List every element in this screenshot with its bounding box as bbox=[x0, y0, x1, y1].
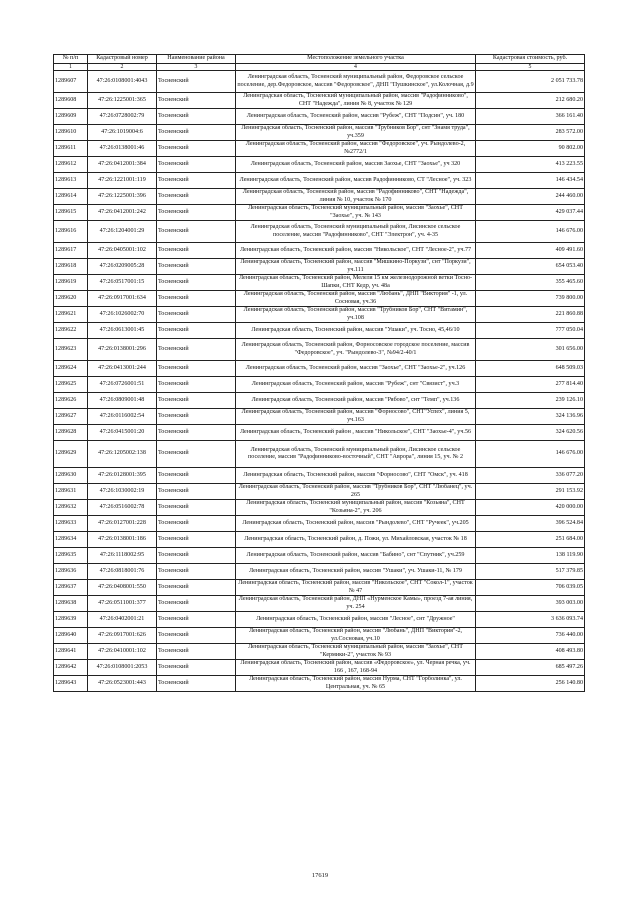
district-cell: Тосненский bbox=[157, 612, 236, 628]
cadastral-number-cell: 47:26:0917001:634 bbox=[88, 291, 157, 307]
cadastral-number-cell: 47:26:0728002:79 bbox=[88, 109, 157, 125]
cadastral-number-cell: 47:26:0116002:54 bbox=[88, 409, 157, 425]
row-number-cell: 1289641 bbox=[54, 644, 88, 660]
row-number-cell: 1289627 bbox=[54, 409, 88, 425]
table-row bbox=[54, 71, 585, 93]
cadastral-number-cell: 47:26:0108001:2053 bbox=[88, 660, 157, 676]
row-number-cell: 1289619 bbox=[54, 275, 88, 291]
cadastral-value-cell: 277 814.40 bbox=[476, 377, 585, 393]
cadastral-value-cell: 244 460.00 bbox=[476, 189, 585, 205]
district-cell: Тосненский bbox=[157, 323, 236, 339]
district-cell: Тосненский bbox=[157, 564, 236, 580]
table-row bbox=[54, 307, 585, 323]
district-cell: Тосненский bbox=[157, 628, 236, 644]
cadastral-number-cell: 47:26:0412001:384 bbox=[88, 157, 157, 173]
header-cell-number: № п/п bbox=[54, 55, 88, 64]
cadastral-value-cell: 146 676.00 bbox=[476, 441, 585, 468]
location-cell: Ленинградская область, Тосненский район, массив "Форносово", СНТ "Омск", уч. 418 bbox=[236, 468, 476, 484]
cadastral-number-cell: 47:26:0412001:242 bbox=[88, 205, 157, 221]
cadastral-number-cell: 47:26:0809001:48 bbox=[88, 393, 157, 409]
location-cell: Ленинградская область, Тосненский район, массив "Любань", ДНП "Виктория"-2, ул.Сосновая, уч.10 bbox=[236, 628, 476, 644]
location-cell: Ленинградская область, Тосненский район, массив Нурма, СНТ "Горболинка", ул. Центральная, уч. № 65 bbox=[236, 676, 476, 692]
cadastral-value-cell: 3 636 093.74 bbox=[476, 612, 585, 628]
row-number-cell: 1289637 bbox=[54, 580, 88, 596]
cadastral-value-cell: 336 077.20 bbox=[476, 468, 585, 484]
column-number: 3 bbox=[157, 64, 236, 71]
cadastral-value-cell: 429 037.44 bbox=[476, 205, 585, 221]
row-number-cell: 1289617 bbox=[54, 243, 88, 259]
location-cell: Ленинградская область, Тосненский район, массив «Федоровское», ул. Черная речка, уч. 166 , 167, 168-94 bbox=[236, 660, 476, 676]
district-cell: Тосненский bbox=[157, 93, 236, 109]
cadastral-value-cell: 283 572.00 bbox=[476, 125, 585, 141]
row-number-cell: 1289638 bbox=[54, 596, 88, 612]
table-row bbox=[54, 93, 585, 109]
cadastral-value-cell: 291 153.92 bbox=[476, 484, 585, 500]
table-row bbox=[54, 189, 585, 205]
column-number-row bbox=[54, 64, 585, 71]
row-number-cell: 1289636 bbox=[54, 564, 88, 580]
location-cell: Ленинградская область, Тосненский муниципальный район, Лисинское сельское поселение, массив "Радофинниково-восточный", СНТ "Аврора", линия 15, уч. № 2 bbox=[236, 441, 476, 468]
cadastral-number-cell: 47:26:0128001:395 bbox=[88, 468, 157, 484]
table-row bbox=[54, 564, 585, 580]
location-cell: Ленинградская область, Тосненский район, массив "Трубников Бор", СНТ "Любанец", уч. 265 bbox=[236, 484, 476, 500]
location-cell: Ленинградская область, Тосненский район, массив "Рындолево", СНТ "Ручеек", уч.205 bbox=[236, 516, 476, 532]
row-number-cell: 1289614 bbox=[54, 189, 88, 205]
district-cell: Тосненский bbox=[157, 532, 236, 548]
table-row bbox=[54, 596, 585, 612]
district-cell: Тосненский bbox=[157, 409, 236, 425]
district-cell: Тосненский bbox=[157, 516, 236, 532]
location-cell: Ленинградская область, Тосненский район, массив "Рябово", снт "Темп", уч.136 bbox=[236, 393, 476, 409]
location-cell: Ленинградская область, Тосненский район, массив "Радофинниково", СНТ "Надежда", линия № 10, участок № 170 bbox=[236, 189, 476, 205]
row-number-cell: 1289629 bbox=[54, 441, 88, 468]
cadastral-number-cell: 47:26:1030002:19 bbox=[88, 484, 157, 500]
row-number-cell: 1289643 bbox=[54, 676, 88, 692]
cadastral-number-cell: 47:26:1225001:365 bbox=[88, 93, 157, 109]
table-row bbox=[54, 243, 585, 259]
column-number: 4 bbox=[236, 64, 476, 71]
row-number-cell: 1289611 bbox=[54, 141, 88, 157]
row-number-cell: 1289639 bbox=[54, 612, 88, 628]
location-cell: Ленинградская область, Тосненский муниципальный район, массив "Заохье", СНТ "Заохье", уч. № 143 bbox=[236, 205, 476, 221]
cadastral-number-cell: 47:26:0138001:46 bbox=[88, 141, 157, 157]
district-cell: Тосненский bbox=[157, 125, 236, 141]
location-cell: Ленинградская область, Тосненский район, Мелеля 15 км железнодорожной ветки Тосно-Шапки, СНТ Кедр, уч. 48а bbox=[236, 275, 476, 291]
location-cell: Ленинградская область, Тосненский район, массив "Заохье", СНТ "Заохье-2", уч.126 bbox=[236, 361, 476, 377]
cadastral-number-cell: 47:26:0523001:443 bbox=[88, 676, 157, 692]
district-cell: Тосненский bbox=[157, 441, 236, 468]
page-number: 17619 bbox=[311, 872, 329, 879]
row-number-cell: 1289640 bbox=[54, 628, 88, 644]
cadastral-value-cell: 90 802.00 bbox=[476, 141, 585, 157]
location-cell: Ленинградская область, Тосненский район, массив "Лесное", снт "Дружное" bbox=[236, 612, 476, 628]
row-number-cell: 1289609 bbox=[54, 109, 88, 125]
table-row bbox=[54, 205, 585, 221]
table-row bbox=[54, 500, 585, 516]
cadastral-value-cell: 420 000.00 bbox=[476, 500, 585, 516]
district-cell: Тосненский bbox=[157, 157, 236, 173]
district-cell: Тосненский bbox=[157, 468, 236, 484]
district-cell: Тосненский bbox=[157, 173, 236, 189]
cadastral-number-cell: 47:26:0613001:45 bbox=[88, 323, 157, 339]
cadastral-value-cell: 366 161.40 bbox=[476, 109, 585, 125]
cadastral-value-cell: 739 800.00 bbox=[476, 291, 585, 307]
column-number: 5 bbox=[476, 64, 585, 71]
table-row bbox=[54, 157, 585, 173]
table-row bbox=[54, 259, 585, 275]
cadastral-value-cell: 239 126.10 bbox=[476, 393, 585, 409]
row-number-cell: 1289613 bbox=[54, 173, 88, 189]
row-number-cell: 1289642 bbox=[54, 660, 88, 676]
table-row bbox=[54, 109, 585, 125]
table-row bbox=[54, 409, 585, 425]
table-row bbox=[54, 377, 585, 393]
table-body bbox=[54, 71, 585, 692]
row-number-cell: 1289630 bbox=[54, 468, 88, 484]
district-cell: Тосненский bbox=[157, 221, 236, 243]
table-row bbox=[54, 393, 585, 409]
cadastral-value-cell: 685 497.26 bbox=[476, 660, 585, 676]
district-cell: Тосненский bbox=[157, 243, 236, 259]
location-cell: Ленинградская область, Тосненский район, массив "Рубеж", СНТ "Подсин", уч. 180 bbox=[236, 109, 476, 125]
cadastral-number-cell: 47:26:0410001:102 bbox=[88, 644, 157, 660]
location-cell: Ленинградская область, Тосненский район, ДНП «Нурменское Камы», проезд 7-ая линия, уч. 254 bbox=[236, 596, 476, 612]
location-cell: Ленинградская область, Тосненский муниципальный район, массив "Козьяна", СНТ "Козьяна-2", уч. 206 bbox=[236, 500, 476, 516]
table-row bbox=[54, 323, 585, 339]
location-cell: Ленинградская область, Тосненский район, массив "Федоровское", уч. Рындолево-2, №2772/1 bbox=[236, 141, 476, 157]
cadastral-number-cell: 47:26:0405001:102 bbox=[88, 243, 157, 259]
district-cell: Тосненский bbox=[157, 660, 236, 676]
cadastral-number-cell: 47:26:0402001:21 bbox=[88, 612, 157, 628]
cadastral-value-cell: 706 039.05 bbox=[476, 580, 585, 596]
district-cell: Тосненский bbox=[157, 377, 236, 393]
location-cell: Ленинградская область, Тосненский муниципальный район, Федоровское сельское поселение, дер.Федоровское, массив "Федоровское", ДНП "Пушкинское", ул.Колочная, д.9 bbox=[236, 71, 476, 93]
row-number-cell: 1289635 bbox=[54, 548, 88, 564]
table-row bbox=[54, 275, 585, 291]
table-row bbox=[54, 548, 585, 564]
table-row bbox=[54, 516, 585, 532]
cadastral-value-cell: 251 684.00 bbox=[476, 532, 585, 548]
table-row bbox=[54, 425, 585, 441]
row-number-cell: 1289633 bbox=[54, 516, 88, 532]
location-cell: Ленинградская область, Тосненский район, массив "Никольское", СНТ "Лесное-2", уч.77 bbox=[236, 243, 476, 259]
row-number-cell: 1289622 bbox=[54, 323, 88, 339]
cadastral-value-cell: 648 509.03 bbox=[476, 361, 585, 377]
cadastral-number-cell: 47:26:0127001:228 bbox=[88, 516, 157, 532]
cadastral-value-cell: 654 053.40 bbox=[476, 259, 585, 275]
district-cell: Тосненский bbox=[157, 275, 236, 291]
table-row bbox=[54, 484, 585, 500]
cadastral-value-cell: 324 620.56 bbox=[476, 425, 585, 441]
district-cell: Тосненский bbox=[157, 580, 236, 596]
cadastral-number-cell: 47:26:0415001:20 bbox=[88, 425, 157, 441]
row-number-cell: 1289631 bbox=[54, 484, 88, 500]
location-cell: Ленинградская область, Тосненский район, массив "Никольское", СНТ "Сокол-1", участок № 47 bbox=[236, 580, 476, 596]
row-number-cell: 1289610 bbox=[54, 125, 88, 141]
cadastral-number-cell: 47:26:0209005:28 bbox=[88, 259, 157, 275]
row-number-cell: 1289607 bbox=[54, 71, 88, 93]
cadastral-value-cell: 409 491.60 bbox=[476, 243, 585, 259]
row-number-cell: 1289615 bbox=[54, 205, 88, 221]
cadastral-value-cell: 324 136.96 bbox=[476, 409, 585, 425]
document-page bbox=[53, 54, 584, 692]
location-cell: Ленинградская область, Тосненский район, массив "Ушаки", уч. Тосно, 45,46/10 bbox=[236, 323, 476, 339]
cadastral-number-cell: 47:26:0917001:626 bbox=[88, 628, 157, 644]
table-row bbox=[54, 468, 585, 484]
row-number-cell: 1289624 bbox=[54, 361, 88, 377]
cadastral-value-cell: 517 379.85 bbox=[476, 564, 585, 580]
location-cell: Ленинградская область, Тосненский район, массив "Любань", ДНП "Виктория" -1, ул. Сосновая, уч.36 bbox=[236, 291, 476, 307]
cadastral-number-cell: 47:26:1118002:95 bbox=[88, 548, 157, 564]
cadastral-value-cell: 221 860.88 bbox=[476, 307, 585, 323]
district-cell: Тосненский bbox=[157, 676, 236, 692]
location-cell: Ленинградская область, Тосненский район , массив "Никольское", СНТ "Заохье-4", уч.56 bbox=[236, 425, 476, 441]
cadastral-value-cell: 301 656.00 bbox=[476, 339, 585, 361]
location-cell: Ленинградская область, Тосненский район, массив "Рубеж", снт "Связист", уч.3 bbox=[236, 377, 476, 393]
table-row bbox=[54, 441, 585, 468]
cadastral-number-cell: 47:26:1225001:396 bbox=[88, 189, 157, 205]
district-cell: Тосненский bbox=[157, 484, 236, 500]
cadastral-value-cell: 256 140.80 bbox=[476, 676, 585, 692]
location-cell: Ленинградская область, Тосненский муниципальный район, Лисинское сельское поселение, массив "Радофинниково", СНТ "Электрон", уч. 4-35 bbox=[236, 221, 476, 243]
row-number-cell: 1289608 bbox=[54, 93, 88, 109]
district-cell: Тосненский bbox=[157, 361, 236, 377]
cadastral-value-cell: 396 524.84 bbox=[476, 516, 585, 532]
cadastral-number-cell: 47:26:0517001:15 bbox=[88, 275, 157, 291]
row-number-cell: 1289618 bbox=[54, 259, 88, 275]
table-header-row bbox=[54, 55, 585, 64]
row-number-cell: 1289626 bbox=[54, 393, 88, 409]
location-cell: Ленинградская область, Тосненский район, массив Радофинниково, СТ "Лесное", уч. 323 bbox=[236, 173, 476, 189]
table-row bbox=[54, 361, 585, 377]
location-cell: Ленинградская область, Тосненский район, массив "Ушаки", уч. Ушаки-11, № 179 bbox=[236, 564, 476, 580]
cadastral-number-cell: 47:26:0413001:244 bbox=[88, 361, 157, 377]
cadastral-value-cell: 212 680.20 bbox=[476, 93, 585, 109]
cadastral-number-cell: 47:26:0408001:550 bbox=[88, 580, 157, 596]
cadastral-number-cell: 47:26:0511001:377 bbox=[88, 596, 157, 612]
table-row bbox=[54, 141, 585, 157]
row-number-cell: 1289623 bbox=[54, 339, 88, 361]
table-row bbox=[54, 676, 585, 692]
cadastral-number-cell: 47:26:1019004:6 bbox=[88, 125, 157, 141]
location-cell: Ленинградская область, Тосненский район, д. Пожи, ул. Михайловская, участок № 18 bbox=[236, 532, 476, 548]
cadastral-number-cell: 47:26:0818001:76 bbox=[88, 564, 157, 580]
cadastral-value-cell: 138 119.90 bbox=[476, 548, 585, 564]
cadastral-number-cell: 47:26:1205002:138 bbox=[88, 441, 157, 468]
row-number-cell: 1289634 bbox=[54, 532, 88, 548]
table-row bbox=[54, 125, 585, 141]
row-number-cell: 1289628 bbox=[54, 425, 88, 441]
row-number-cell: 1289616 bbox=[54, 221, 88, 243]
district-cell: Тосненский bbox=[157, 644, 236, 660]
header-cell-cadastral: Кадастровый номер bbox=[88, 55, 157, 64]
cadastral-value-cell: 146 434.54 bbox=[476, 173, 585, 189]
table-row bbox=[54, 628, 585, 644]
district-cell: Тосненский bbox=[157, 71, 236, 93]
district-cell: Тосненский bbox=[157, 307, 236, 323]
cadastral-value-cell: 393 003.00 bbox=[476, 596, 585, 612]
table-row bbox=[54, 339, 585, 361]
table-row bbox=[54, 644, 585, 660]
district-cell: Тосненский bbox=[157, 425, 236, 441]
table-row bbox=[54, 612, 585, 628]
location-cell: Ленинградская область, Тосненский район, массив "Трубников Бор", СНТ "Витамин", уч.108 bbox=[236, 307, 476, 323]
location-cell: Ленинградская область, Тосненский район, массив "Бабино", снт "Спутник", уч.259 bbox=[236, 548, 476, 564]
cadastral-number-cell: 47:26:0138001:186 bbox=[88, 532, 157, 548]
district-cell: Тосненский bbox=[157, 339, 236, 361]
cadastral-number-cell: 47:26:0516002:78 bbox=[88, 500, 157, 516]
district-cell: Тосненский bbox=[157, 205, 236, 221]
district-cell: Тосненский bbox=[157, 500, 236, 516]
column-number: 1 bbox=[54, 64, 88, 71]
district-cell: Тосненский bbox=[157, 548, 236, 564]
column-number: 2 bbox=[88, 64, 157, 71]
header-cell-value: Кадастровая стоимость, руб. bbox=[476, 55, 585, 64]
district-cell: Тосненский bbox=[157, 393, 236, 409]
cadastral-value-cell: 146 676.00 bbox=[476, 221, 585, 243]
location-cell: Ленинградская область, Тосненский район, массив "Форносово", СНТ"Успех", линия 5, уч.163 bbox=[236, 409, 476, 425]
row-number-cell: 1289632 bbox=[54, 500, 88, 516]
location-cell: Ленинградская область, Тосненский муниципальный район, массив "Радофинниково", СНТ "Надежда", линия № 8, участок № 129 bbox=[236, 93, 476, 109]
cadastral-value-cell: 355 465.60 bbox=[476, 275, 585, 291]
row-number-cell: 1289625 bbox=[54, 377, 88, 393]
table-row bbox=[54, 291, 585, 307]
district-cell: Тосненский bbox=[157, 259, 236, 275]
district-cell: Тосненский bbox=[157, 109, 236, 125]
district-cell: Тосненский bbox=[157, 189, 236, 205]
district-cell: Тосненский bbox=[157, 291, 236, 307]
cadastral-number-cell: 47:26:0108001:4043 bbox=[88, 71, 157, 93]
row-number-cell: 1289620 bbox=[54, 291, 88, 307]
location-cell: Ленинградская область, Тосненский район, массив "Мишкино-Поркузи", снт "Поркузи", уч.111 bbox=[236, 259, 476, 275]
location-cell: Ленинградская область, Тосненский муниципальный район, массив "Заохье", СНТ "Кермики-2", участок № 93 bbox=[236, 644, 476, 660]
table-row bbox=[54, 532, 585, 548]
header-cell-location: Местоположение земельного участка bbox=[236, 55, 476, 64]
cadastral-number-cell: 47:26:0138001:296 bbox=[88, 339, 157, 361]
cadastral-table bbox=[53, 54, 585, 692]
cadastral-value-cell: 2 051 733.78 bbox=[476, 71, 585, 93]
cadastral-value-cell: 777 050.04 bbox=[476, 323, 585, 339]
row-number-cell: 1289621 bbox=[54, 307, 88, 323]
table-row bbox=[54, 580, 585, 596]
table-row bbox=[54, 221, 585, 243]
row-number-cell: 1289612 bbox=[54, 157, 88, 173]
header-cell-district: Наименование района bbox=[157, 55, 236, 64]
cadastral-value-cell: 408 493.80 bbox=[476, 644, 585, 660]
cadastral-number-cell: 47:26:1026002:70 bbox=[88, 307, 157, 323]
table-row bbox=[54, 660, 585, 676]
cadastral-number-cell: 47:26:1204001:29 bbox=[88, 221, 157, 243]
cadastral-value-cell: 413 223.55 bbox=[476, 157, 585, 173]
district-cell: Тосненский bbox=[157, 141, 236, 157]
table-row bbox=[54, 173, 585, 189]
location-cell: Ленинградская область, Тосненский район, Форносовское городское поселение, массив "Федоровское", уч. "Рындолево-3", №94/2-40/1 bbox=[236, 339, 476, 361]
location-cell: Ленинградская область, Тосненский район, массив Заохье, СНТ "Заохье", уч 320 bbox=[236, 157, 476, 173]
cadastral-number-cell: 47:26:0726001:51 bbox=[88, 377, 157, 393]
district-cell: Тосненский bbox=[157, 596, 236, 612]
location-cell: Ленинградская область, Тосненский район, массив "Трубников Бор", снт "Знамя труда", уч.359 bbox=[236, 125, 476, 141]
cadastral-value-cell: 736 440.00 bbox=[476, 628, 585, 644]
cadastral-number-cell: 47:26:1221001:119 bbox=[88, 173, 157, 189]
